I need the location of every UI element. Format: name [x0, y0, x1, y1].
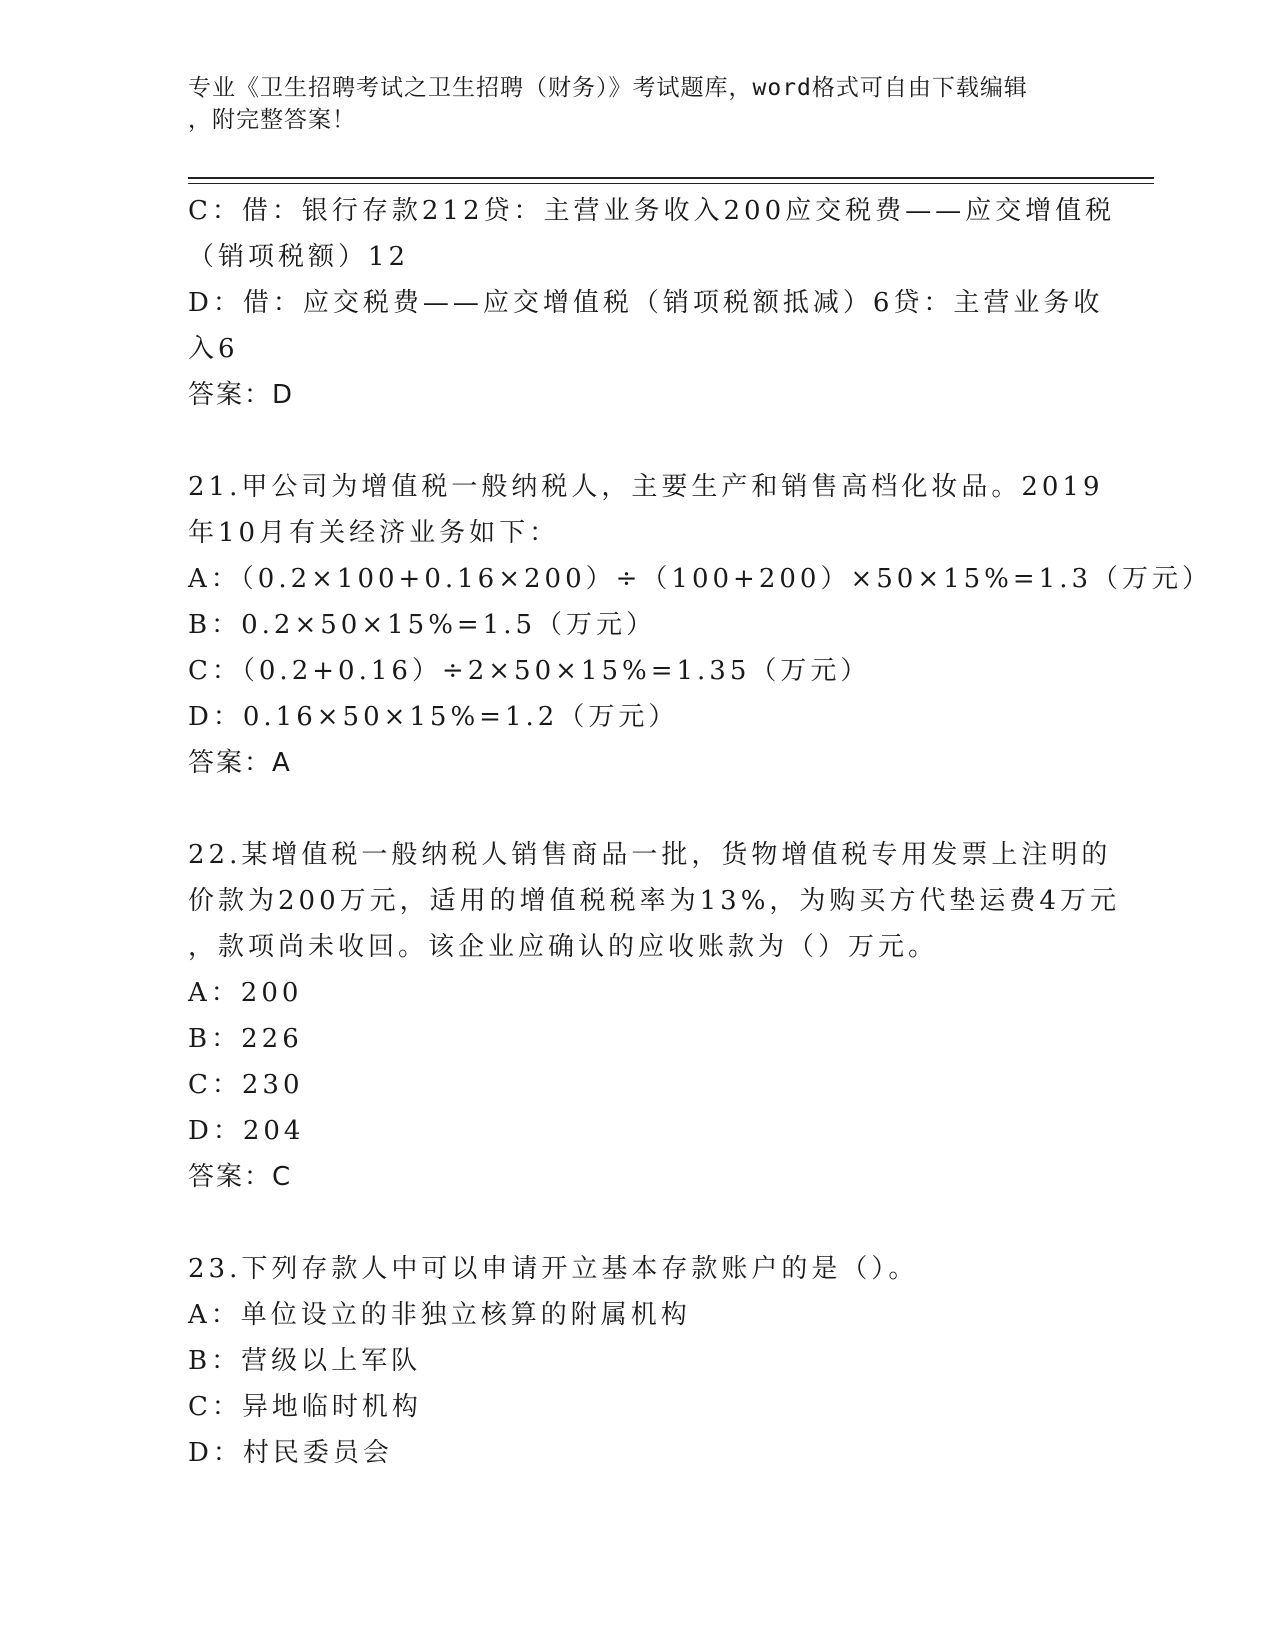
header-line-1: 专业《卫生招聘考试之卫生招聘（财务）》考试题库，word格式可自由下载编辑: [188, 75, 1028, 101]
question-21: [188, 464, 1213, 786]
spacer: [188, 1200, 1128, 1246]
question-stem-line-1: 23.下列存款人中可以申请开立基本存款账户的是（）。: [188, 1254, 919, 1284]
option-a: A：（0.2×100+0.16×200）÷（100+200）×50×15%=1.3（万元）: [188, 564, 1213, 594]
option-d-line-2: 入6: [188, 334, 239, 364]
header-line-2: ，附完整答案！: [188, 107, 356, 133]
spacer: [188, 786, 1128, 832]
question-stem-line-2: 价款为200万元，适用的增值税税率为13%，为购买方代垫运费4万元: [188, 886, 1120, 916]
header-rule-thick: [188, 177, 1154, 179]
option-d: D：村民委员会: [188, 1438, 393, 1468]
question-stem-line-3: ，款项尚未收回。该企业应确认的应收账款为（）万元。: [188, 932, 939, 962]
question-stem-line-1: 21.甲公司为增值税一般纳税人，主要生产和销售高档化妆品。2019: [188, 472, 1104, 502]
answer-label: 答案：A: [188, 748, 292, 778]
option-a: A：单位设立的非独立核算的附属机构: [188, 1300, 691, 1330]
question-stem-line-2: 年10月有关经济业务如下：: [188, 518, 560, 548]
answer-label: 答案：C: [188, 1162, 293, 1192]
option-c: C：（0.2+0.16）÷2×50×15%=1.35（万元）: [188, 656, 871, 686]
option-c: C：230: [188, 1070, 304, 1100]
option-c: C：异地临时机构: [188, 1392, 422, 1422]
option-c-line-2: （销项税额）12: [188, 242, 410, 272]
document-header: [188, 72, 1088, 136]
option-d: D：0.16×50×15%=1.2（万元）: [188, 702, 679, 732]
option-d: D：204: [188, 1116, 305, 1146]
question-23: [188, 1246, 1128, 1476]
spacer: [188, 418, 1128, 464]
question-20-tail: [188, 188, 1128, 418]
option-c-line-1: C：借：银行存款212贷：主营业务收入200应交税费——应交增值税: [188, 196, 1116, 226]
option-b: B：营级以上军队: [188, 1346, 422, 1376]
option-a: A：200: [188, 978, 303, 1008]
question-stem-line-1: 22.某增值税一般纳税人销售商品一批，货物增值税专用发票上注明的: [188, 840, 1112, 870]
option-d-line-1: D：借：应交税费——应交增值税（销项税额抵减）6贷：主营业务收: [188, 288, 1104, 318]
option-b: B：0.2×50×15%=1.5（万元）: [188, 610, 657, 640]
answer-label: 答案：D: [188, 380, 295, 410]
document-body: [188, 188, 1213, 1476]
option-b: B：226: [188, 1024, 303, 1054]
header-rule-thin: [188, 183, 1154, 184]
question-22: [188, 832, 1128, 1200]
